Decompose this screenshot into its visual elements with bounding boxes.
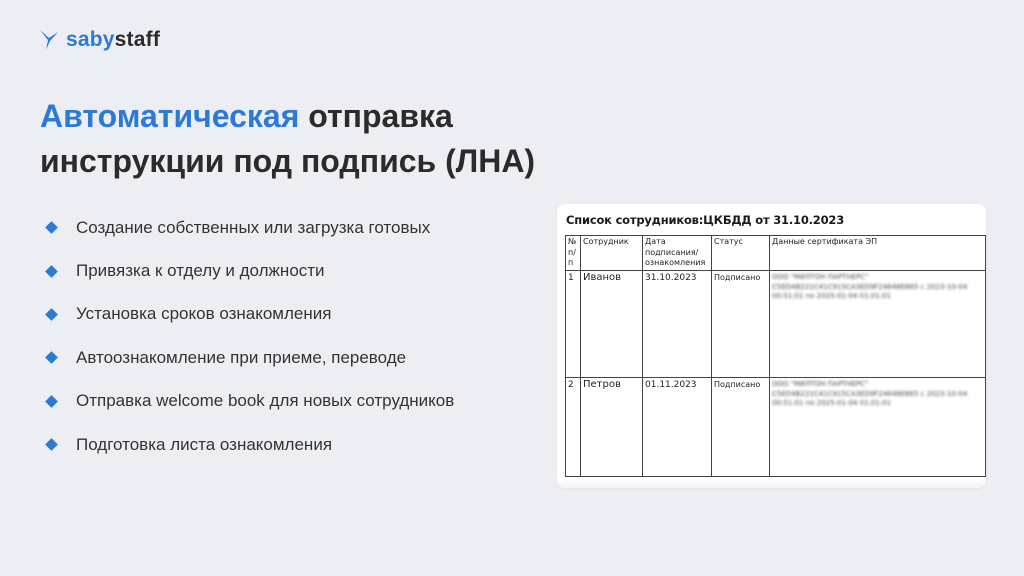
list-item-text: Автоознакомление при приеме, переводе [76,347,407,367]
list-item-text: Подготовка листа ознакомления [76,434,333,454]
brand-name [66,28,160,52]
slide-title [40,94,600,184]
cell-cert [770,378,986,477]
cell-status: Подписано [712,378,770,477]
brand-logo [38,28,160,52]
list-item [46,249,454,292]
header-date: Дата подписания/ ознакомления [643,236,712,271]
list-item [46,380,454,423]
list-item [46,336,454,379]
cell-num: 1 [566,271,581,378]
title-line2: инструкции под подпись (ЛНА) [40,143,536,179]
cell-employee: Петров [581,378,643,477]
list-item-text: Привязка к отделу и должности [76,261,325,281]
diamond-bullet-icon [45,395,58,408]
cell-date: 01.11.2023 [643,378,712,477]
brand-name-part2: staff [114,28,161,51]
list-item [46,206,454,249]
header-employee: Сотрудник [581,236,643,271]
cell-num: 2 [566,378,581,477]
diamond-bullet-icon [45,351,58,364]
list-item [46,293,454,336]
list-item-text: Установка сроков ознакомления [76,304,332,324]
diamond-bullet-icon [45,438,58,451]
cell-employee: Иванов [581,271,643,378]
table-row [566,378,986,477]
header-num: № п/ п [566,236,581,271]
diamond-bullet-icon [45,308,58,321]
brand-name-part1: saby [66,28,115,51]
cell-status: Подписано [712,271,770,378]
cell-cert [770,271,986,378]
diamond-bullet-icon [45,221,58,234]
list-item [46,423,454,466]
header-status: Статус [712,236,770,271]
title-line1-rest: отправка [299,98,453,134]
table-header-row [566,236,986,271]
signature-table [565,235,986,477]
header-cert: Данные сертификата ЭП [770,236,986,271]
cell-date: 31.10.2023 [643,271,712,378]
feature-list [46,206,454,466]
title-accent: Автоматическая [40,98,300,134]
cert-data-blurred: ООО "МИЛТОН ПАРТНЕРС" C5ED4B221C41C915CA3ED9F24648E865 с 2023-10-04 00:51:01 по 2025-01-04 01:01:01 [772,273,968,300]
swallow-logo-icon [38,28,60,52]
document-title: Список сотрудников:ЦКБДД от 31.10.2023 [566,213,844,227]
list-item-text: Создание собственных или загрузка готовых [76,217,431,237]
list-item-text: Отправка welcome book для новых сотрудников [76,391,455,411]
diamond-bullet-icon [45,265,58,278]
document-preview-card [557,204,986,488]
table-row [566,271,986,378]
cert-data-blurred: ООО "МИЛТОН ПАРТНЕРС" C5ED4B221C41C915CA3ED9F24648E865 с 2023-10-04 00:51:01 по 2025-01-04 01:01:01 [772,380,968,407]
